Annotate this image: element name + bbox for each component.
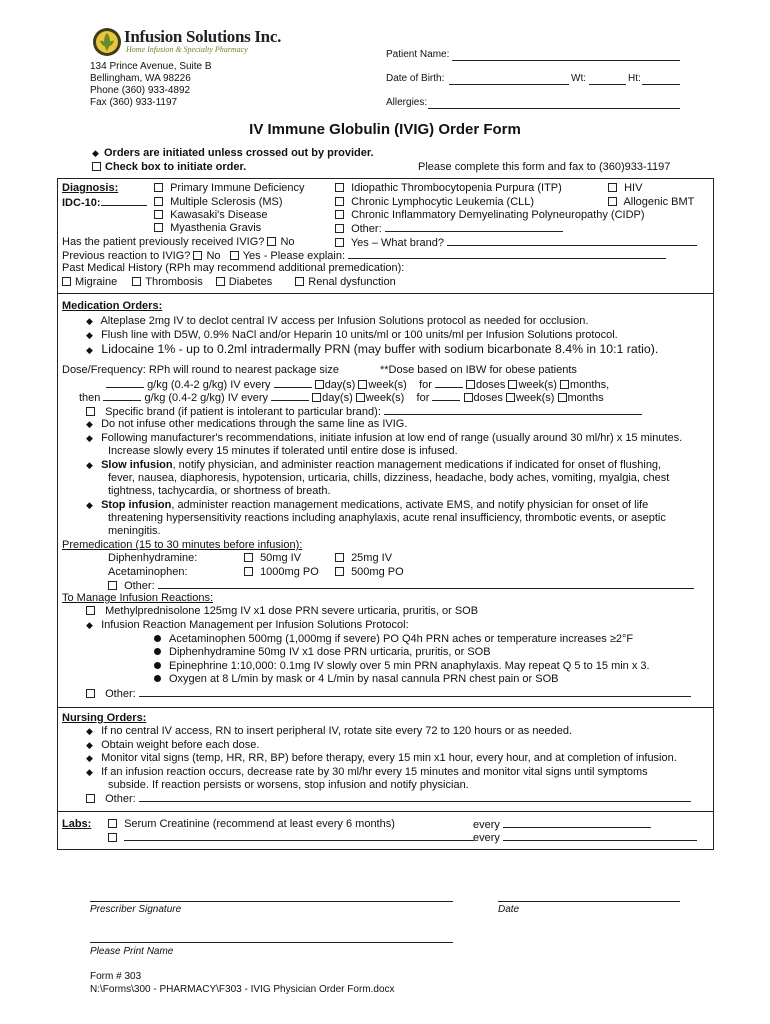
dose-frequency: Dose/Frequency: RPh will round to nearest package size (62, 364, 339, 376)
patient-name-field[interactable] (452, 60, 680, 61)
dx-primary-immune: Primary Immune Deficiency (170, 182, 305, 194)
allergies-field[interactable] (428, 108, 680, 109)
ht-label: Ht: (628, 73, 641, 84)
premed-other: Other: (124, 580, 155, 592)
divider (57, 707, 713, 708)
checkbox-months-2[interactable] (558, 393, 567, 402)
org-tagline: Home Infusion & Specialty Pharmacy (126, 45, 248, 54)
every-field[interactable] (274, 378, 312, 388)
checkbox-ms[interactable] (154, 197, 163, 206)
wt-label: Wt: (571, 73, 586, 84)
idc-label: IDC-10: (62, 197, 101, 209)
checkbox-primary-immune[interactable] (154, 183, 163, 192)
checkbox-week2-2[interactable] (506, 393, 515, 402)
dx-ms: Multiple Sclerosis (MS) (170, 196, 283, 208)
nursing-reaction-2: subside. If reaction persists or worsens, stop infusion and notify physician. (108, 779, 469, 791)
prev-ivig-question: Has the patient previously received IVIG? (62, 236, 265, 248)
checkbox-reaction-no[interactable] (193, 251, 202, 260)
checkbox-acet-1000[interactable] (244, 567, 253, 576)
nursing-weight: Obtain weight before each dose. (101, 739, 260, 751)
unit-months: months, (570, 379, 610, 391)
rx-oxygen: Oxygen at 8 L/min by mask or 4 L/min by nasal cannula PRN chest pain or SOB (169, 673, 559, 685)
dx-hiv: HIV (624, 182, 643, 194)
checkbox-cll[interactable] (335, 197, 344, 206)
form-title: IV Immune Globulin (IVIG) Order Form (249, 121, 521, 138)
bullet-icon (154, 635, 161, 642)
instruction-check: Check box to initiate order. (105, 161, 247, 173)
file-path: N:\Forms\300 - PHARMACY\F303 - IVIG Physician Order Form.docx (90, 984, 395, 995)
checkbox-methylpred[interactable] (86, 606, 95, 615)
slow-infusion-text-2: fever, nausea, diaphoresis, hypotension, urticaria, chills, dizziness, headache, body aches, vomiting, myalgia, chest (108, 472, 670, 484)
no-other-meds: Do not infuse other medications through the same line as IVIG. (101, 418, 408, 430)
checkbox-serum-creatinine[interactable] (108, 819, 117, 828)
instruction-initiated: Orders are initiated unless crossed out by provider. (104, 147, 374, 159)
checkbox-migraine[interactable] (62, 277, 71, 286)
stop-infusion-label: Stop infusion (101, 499, 172, 511)
checkbox-doses[interactable] (466, 380, 475, 389)
stop-infusion-text-3: meningitis. (108, 525, 161, 537)
dose-field-2[interactable] (103, 391, 141, 401)
premed-other-field[interactable] (158, 579, 694, 589)
reaction-other: Other: (105, 688, 136, 700)
slow-infusion-label: Slow infusion (101, 459, 173, 471)
unit-week: week(s) (365, 392, 405, 404)
for-field[interactable] (435, 378, 463, 388)
idc-field[interactable] (101, 196, 147, 206)
brand-field[interactable] (447, 236, 697, 246)
med-alteplase: Alteplase 2mg IV to declot central IV access per Infusion Solutions protocol as needed for occlusion. (100, 315, 589, 327)
patient-name-label: Patient Name: (386, 49, 450, 60)
prescriber-signature-field[interactable] (90, 901, 453, 902)
checkbox[interactable] (92, 162, 101, 171)
checkbox-week-2[interactable] (356, 393, 365, 402)
checkbox-myasthenia[interactable] (154, 223, 163, 232)
checkbox-bmt[interactable] (608, 197, 617, 206)
labs-every: every (473, 832, 500, 844)
pmh-diabetes: Diabetes (228, 276, 273, 288)
dx-itp: Idiopathic Thrombocytopenia Purpura (ITP) (351, 182, 562, 194)
checkbox-months[interactable] (560, 380, 569, 389)
dx-other: Other: (351, 223, 382, 235)
diphen-25: 25mg IV (351, 552, 393, 564)
acet-500: 500mg PO (351, 566, 404, 578)
for-label: for (416, 392, 430, 404)
labs-every: every (473, 819, 500, 831)
unit-doses: doses (476, 379, 506, 391)
reaction-yes: Yes - Please explain: (242, 250, 346, 262)
checkbox-hiv[interactable] (608, 183, 617, 192)
dose-field[interactable] (106, 378, 144, 388)
dx-other-field[interactable] (385, 222, 563, 232)
org-address1: 134 Prince Avenue, Suite B (90, 61, 212, 72)
checkbox-premed-other[interactable] (108, 581, 117, 590)
checkbox-diphen-25[interactable] (335, 553, 344, 562)
pmh-migraine: Migraine (75, 276, 118, 288)
unit-doses: doses (473, 392, 503, 404)
prev-ivig-yes: Yes – What brand? (350, 237, 445, 249)
reaction-no: No (206, 250, 221, 262)
nursing-reaction: If an infusion reaction occurs, decrease rate by 30 ml/hr every 15 minutes and monitor vital signs until symptoms (101, 766, 648, 778)
medication-heading: Medication Orders: (62, 300, 163, 312)
checkbox-week2[interactable] (508, 380, 517, 389)
checkbox-itp[interactable] (335, 183, 344, 192)
diphen-50: 50mg IV (260, 552, 302, 564)
divider (57, 293, 713, 294)
unit-week: week(s) (515, 392, 555, 404)
methylprednisolone: Methylprednisolone 125mg IV x1 dose PRN severe urticaria, pruritis, or SOB (105, 605, 479, 617)
acet-1000: 1000mg PO (260, 566, 319, 578)
ht-field[interactable] (642, 84, 680, 85)
checkbox-specific-brand[interactable] (86, 407, 95, 416)
bullet-icon (154, 648, 161, 655)
checkbox-cidp[interactable] (335, 210, 344, 219)
date-field[interactable] (498, 901, 680, 902)
labs-label: Labs: (62, 818, 92, 830)
labs-every-field-2[interactable] (503, 831, 697, 841)
dose-gkg: g/kg (0.4-2 g/kg) IV every (144, 392, 269, 404)
prev-reaction-question: Previous reaction to IVIG? (62, 250, 191, 262)
labs-other-field[interactable] (124, 831, 474, 841)
premed-heading: Premedication (15 to 30 minutes before infusion): (62, 539, 303, 551)
unit-months: months (567, 392, 604, 404)
form-number: Form # 303 (90, 971, 142, 982)
allergies-label: Allergies: (386, 97, 428, 108)
med-lidocaine: Lidocaine 1% - up to 0.2ml intradermally PRN (may buffer with sodium bicarbonate 8.4% in 10:1 ratio). (101, 342, 659, 356)
checkbox-renal[interactable] (295, 277, 304, 286)
checkbox-kawasaki[interactable] (154, 210, 163, 219)
manage-reactions-heading: To Manage Infusion Reactions: (62, 592, 214, 604)
fax-note: Please complete this form and fax to (360)933-1197 (418, 161, 671, 173)
diagnosis-label: Diagnosis: (62, 182, 119, 194)
dob-field[interactable] (449, 84, 569, 85)
nursing-other-field[interactable] (139, 792, 691, 802)
stop-infusion-text: , administer reaction management medications, activate EMS, and notify physician for onset of life (171, 499, 649, 511)
unit-week: week(s) (368, 379, 407, 391)
unit-day: day(s) (324, 379, 356, 391)
rx-epinephrine: Epinephrine 1:10,000: 0.1mg IV slowly over 5 min PRN anaphylaxis. May repeat Q 5 to 15 min x 3. (169, 660, 650, 672)
pmh-label: Past Medical History (RPh may recommend additional premedication): (62, 262, 405, 274)
labs-every-field[interactable] (503, 818, 651, 828)
checkbox-day-2[interactable] (312, 393, 321, 402)
org-phone: Phone (360) 933-4892 (90, 85, 191, 96)
checkbox-labs-other[interactable] (108, 833, 117, 842)
for-label: for (419, 379, 432, 391)
dx-kawasaki: Kawasaki's Disease (170, 209, 268, 221)
org-address2: Bellingham, WA 98226 (90, 73, 191, 84)
checkbox-acet-500[interactable] (335, 567, 344, 576)
stop-infusion-text-2: threatening hypersensitivity reactions including anaphylaxis, acute renal insufficiency, thrombotic events, or aseptic (108, 512, 666, 524)
dx-bmt: Allogenic BMT (623, 196, 695, 208)
print-name-label: Please Print Name (90, 946, 174, 957)
date-label: Date (498, 904, 520, 915)
explain-field[interactable] (348, 249, 666, 259)
org-fax: Fax (360) 933-1197 (90, 97, 178, 108)
bullet-icon (154, 675, 161, 682)
nursing-iv: If no central IV access, RN to insert peripheral IV, rotate site every 72 to 120 hours or as needed. (101, 725, 573, 737)
checkbox-diphen-50[interactable] (244, 553, 253, 562)
logo-emblem-icon (92, 27, 122, 57)
rx-diphenhydramine: Diphenhydramine 50mg IV x1 dose PRN urticaria, pruritis, or SOB (169, 646, 491, 658)
dx-cll: Chronic Lymphocytic Leukemia (CLL) (351, 196, 535, 208)
premed-diphenhydramine: Diphenhydramine: (108, 552, 198, 564)
checkbox-thrombosis[interactable] (132, 277, 141, 286)
every-field-2[interactable] (271, 391, 309, 401)
slow-infusion-text-3: tightness, tachycardia, or shortness of breath. (108, 485, 331, 497)
nursing-other: Other: (105, 793, 136, 805)
prev-ivig-no: No (280, 236, 295, 248)
checkbox-doses-2[interactable] (464, 393, 473, 402)
nursing-vitals: Monitor vital signs (temp, HR, RR, BP) before therapy, every 15 min x1 hour, every hour, and at completion of infusion. (101, 752, 677, 764)
med-flush: Flush line with D5W, 0.9% NaCl and/or Heparin 10 units/ml or 100 units/ml per Infusion Solutions protocol. (101, 329, 618, 341)
bullet-icon (154, 662, 161, 669)
specific-brand-field[interactable] (384, 405, 642, 415)
wt-field[interactable] (589, 84, 626, 85)
reaction-other-field[interactable] (139, 687, 691, 697)
unit-day: day(s) (322, 392, 353, 404)
premed-acetaminophen: Acetaminophen: (108, 566, 188, 578)
reaction-management: Infusion Reaction Management per Infusion Solutions Protocol: (101, 619, 409, 631)
rx-acetaminophen: Acetaminophen 500mg (1,000mg if severe) PO Q4h PRN aches or temperature increases ≥2°F (169, 633, 634, 645)
checkbox-reaction-yes[interactable] (230, 251, 239, 260)
pmh-renal: Renal dysfunction (308, 276, 396, 288)
dob-label: Date of Birth: (386, 73, 445, 84)
for-field-2[interactable] (432, 391, 460, 401)
slow-infusion-text: , notify physician, and administer reaction management medications if indicated for onset of flushing, (172, 459, 662, 471)
org-name: Infusion Solutions Inc. (124, 27, 282, 46)
nursing-heading: Nursing Orders: (62, 712, 147, 724)
checkbox-diabetes[interactable] (216, 277, 225, 286)
specific-brand: Specific brand (if patient is intolerant to particular brand): (105, 406, 381, 418)
checkbox-week[interactable] (358, 380, 367, 389)
labs-serum-creatinine: Serum Creatinine (recommend at least every 6 months) (124, 818, 395, 830)
pmh-thrombosis: Thrombosis (145, 276, 203, 288)
checkbox-nursing-other[interactable] (86, 794, 95, 803)
dx-cidp: Chronic Inflammatory Demyelinating Polyneuropathy (CIDP) (351, 209, 645, 221)
dx-myasthenia: Myasthenia Gravis (170, 222, 262, 234)
checkbox-prev-ivig-yes[interactable] (335, 238, 344, 247)
checkbox-prev-ivig-no[interactable] (267, 237, 276, 246)
checkbox-dx-other[interactable] (335, 224, 344, 233)
checkbox-reaction-other[interactable] (86, 689, 95, 698)
manufacturer-rec: Following manufacturer's recommendations, initiate infusion at low end of range (usually around 30 ml/hr) x 15 minutes. (101, 432, 683, 444)
dose-ibw-note: **Dose based on IBW for obese patients (380, 364, 577, 376)
divider (57, 811, 713, 812)
checkbox-day[interactable] (315, 380, 324, 389)
prescriber-signature-label: Prescriber Signature (90, 904, 182, 915)
unit-week: week(s) (518, 379, 557, 391)
then-label: then (79, 392, 101, 404)
print-name-field[interactable] (90, 942, 453, 943)
dose-gkg: g/kg (0.4-2 g/kg) IV every (147, 379, 271, 391)
manufacturer-rec-2: Increase slowly every 15 minutes if tolerated until entire dose is infused. (108, 445, 458, 457)
